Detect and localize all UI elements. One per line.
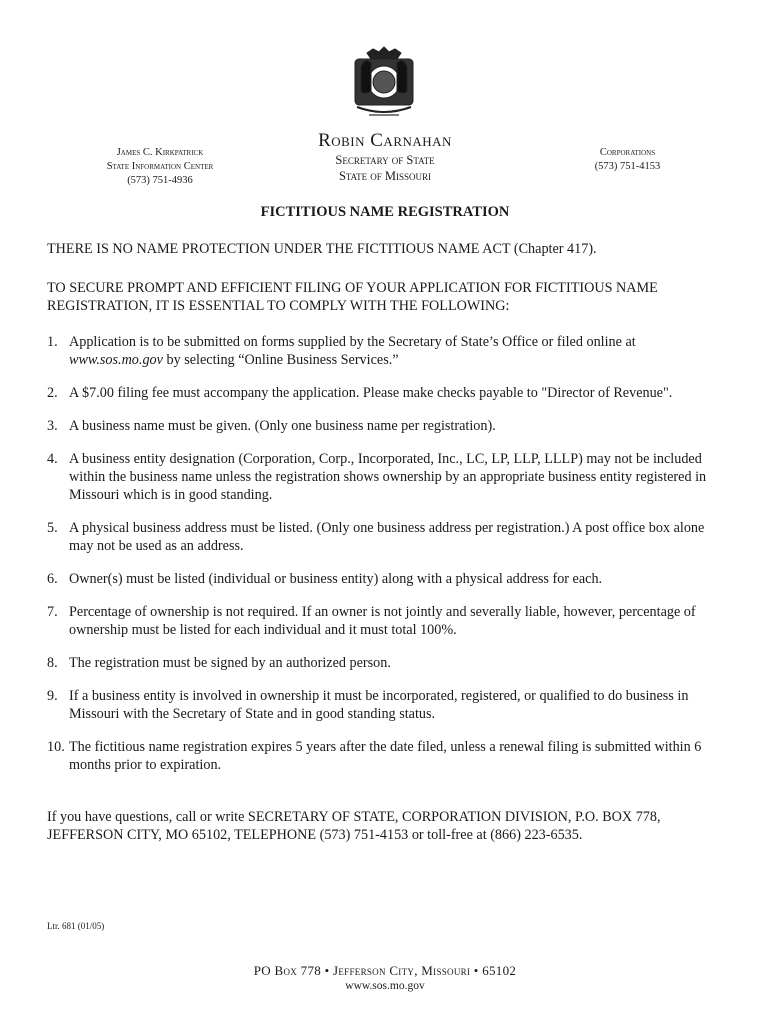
item-text: If a business entity is involved in ownership it must be incorporated, registered, or qualified to do business in Missouri with the Secretary of State and in good standing status.: [69, 688, 689, 722]
item-number: 9.: [47, 688, 58, 704]
list-item: [47, 687, 729, 723]
item-number: 2.: [47, 385, 58, 401]
list-item: [47, 570, 729, 588]
item-text: Percentage of ownership is not required. If an owner is not jointly and severally liable, however, percentage of ownership must be listed for each individual and it must total 100%.: [69, 604, 696, 638]
item-number: 8.: [47, 655, 58, 671]
item-number: 7.: [47, 604, 58, 620]
document-title: FICTITIOUS NAME REGISTRATION: [260, 204, 510, 220]
list-item: [47, 417, 729, 435]
official-title: Secretary of State: [335, 153, 435, 167]
list-item: [47, 333, 729, 369]
item-text: The registration must be signed by an authorized person.: [69, 655, 391, 671]
letterhead: [235, 130, 535, 184]
item-number: 4.: [47, 451, 58, 467]
state-name: State of Missouri: [338, 169, 432, 183]
missouri-state-seal-icon: [345, 45, 423, 123]
list-item: [47, 450, 729, 504]
list-item: [47, 738, 729, 774]
list-item: [47, 519, 729, 555]
contact-name: James C. Kirkpatrick: [116, 147, 204, 158]
right-contact-block: [565, 146, 690, 174]
list-item: [47, 384, 729, 402]
item-text: A business name must be given. (Only one business name per registration).: [69, 418, 496, 434]
division-name: Corporations: [599, 147, 656, 158]
footer-address: PO Box 778 • Jefferson City, Missouri • 65102: [253, 963, 517, 978]
left-contact-block: [60, 146, 260, 188]
instructions-paragraph: TO SECURE PROMPT AND EFFICIENT FILING OF YOUR APPLICATION FOR FICTITIOUS NAME REGISTRATION, IT IS ESSENTIAL TO COMPLY WITH THE FOLLOWING:: [47, 280, 658, 314]
official-name: Robin Carnahan: [318, 130, 452, 151]
list-item: [47, 603, 729, 639]
item-number: 6.: [47, 571, 58, 587]
form-number: Ltr. 681 (01/05): [47, 921, 105, 931]
requirements-list: [47, 333, 729, 789]
footer-website[interactable]: www.sos.mo.gov: [345, 980, 425, 992]
contact-paragraph: If you have questions, call or write SECRETARY OF STATE, CORPORATION DIVISION, P.O. BOX 778, JEFFERSON CITY, MO 65102, TELEPHONE (573) 751-4153 or toll-free at (866) 223-6535.: [47, 809, 661, 843]
item-text: A business entity designation (Corporation, Corp., Incorporated, Inc., LC, LP, LLP, LLLP) may not be included within the business name unless the registration shows ownership by an appropriate business entity registered in Missouri which is in good standing.: [69, 451, 707, 503]
item-text: A $7.00 filing fee must accompany the application. Please make checks payable to "Director of Revenue".: [69, 385, 673, 401]
contact-phone: (573) 751-4936: [127, 175, 193, 186]
footer: [0, 962, 770, 993]
item-number: 1.: [47, 334, 58, 350]
item-number: 3.: [47, 418, 58, 434]
item-text: Owner(s) must be listed (individual or business entity) along with a physical address for each.: [69, 571, 603, 587]
item-text-end: by selecting “Online Business Services.”: [162, 352, 399, 368]
notice-paragraph: THERE IS NO NAME PROTECTION UNDER THE FICTITIOUS NAME ACT (Chapter 417).: [47, 241, 597, 257]
list-item: [47, 654, 729, 672]
item-number: 10.: [47, 739, 65, 755]
item-text: The fictitious name registration expires 5 years after the date filed, unless a renewal filing is submitted within 6 months prior to expiration.: [69, 739, 702, 773]
item-number: 5.: [47, 520, 58, 536]
item-text: A physical business address must be listed. (Only one business address per registration.) A post office box alone may not be used as an address.: [69, 520, 705, 554]
contact-center: State Information Center: [106, 161, 214, 172]
item-text: Application is to be submitted on forms supplied by the Secretary of State’s Office or filed online at: [69, 334, 636, 350]
website-link[interactable]: www.sos.mo.gov: [69, 352, 163, 368]
division-phone: (573) 751-4153: [594, 161, 661, 172]
